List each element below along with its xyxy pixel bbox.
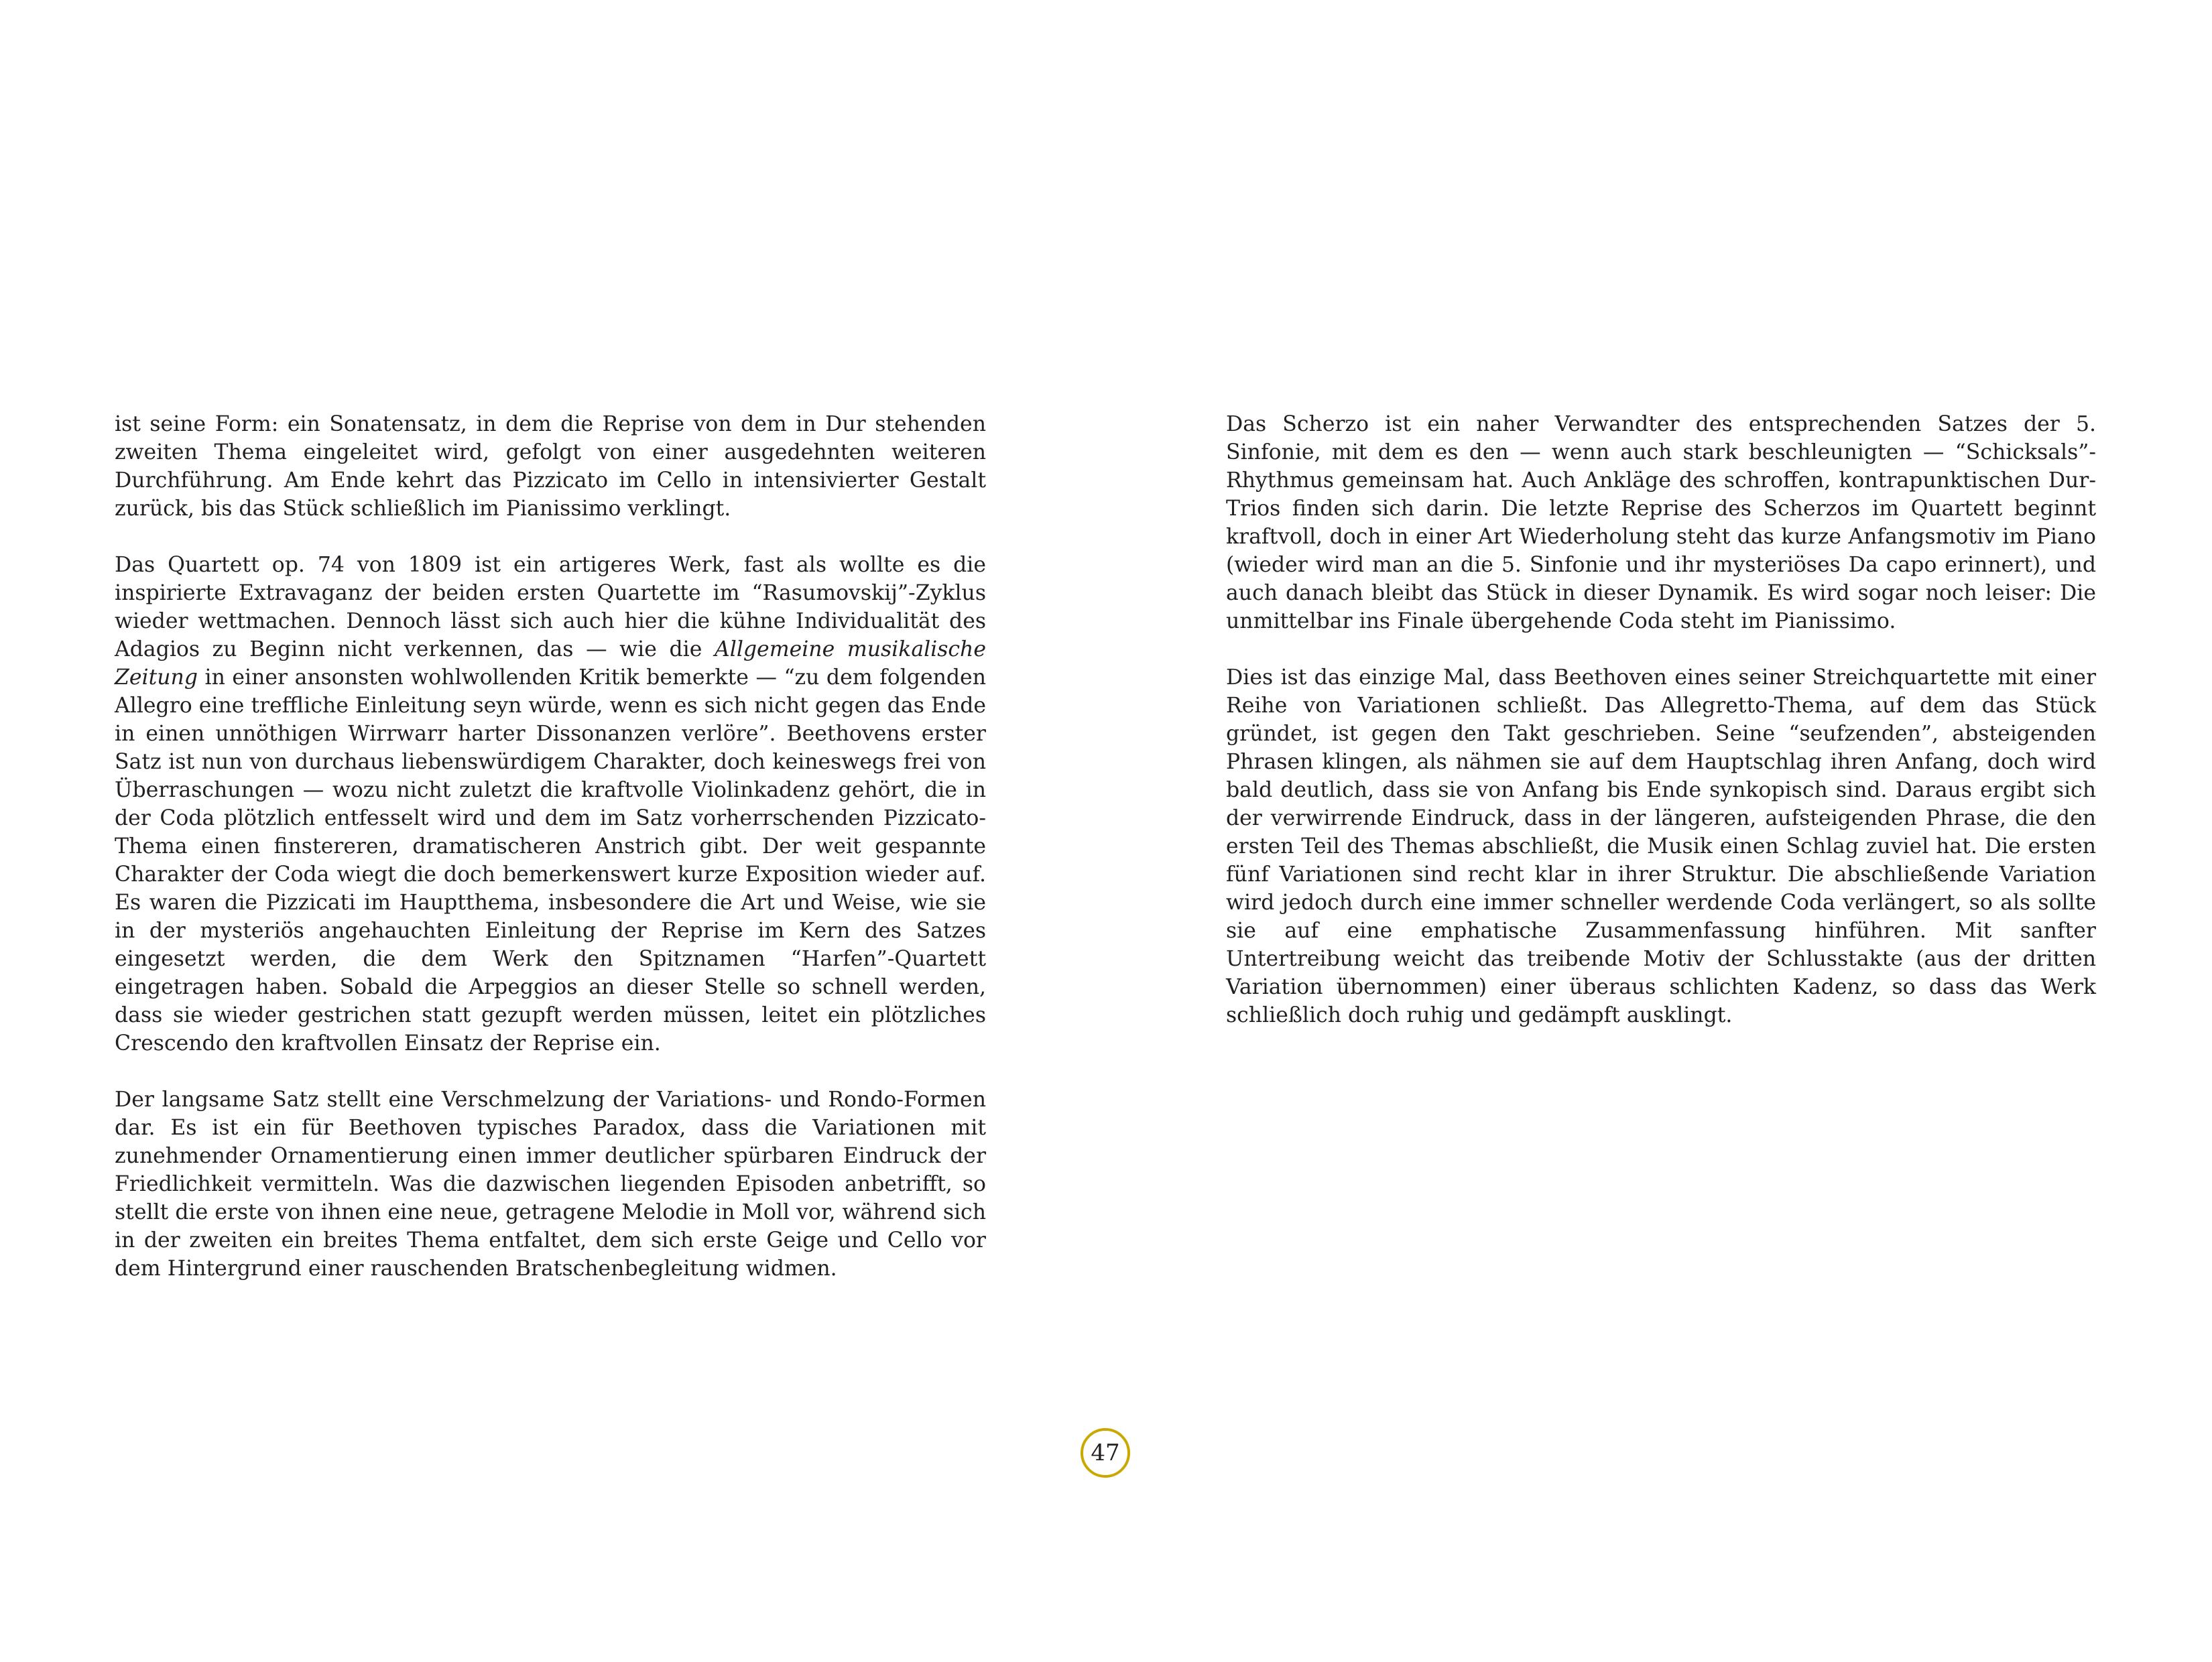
paragraph: Dies ist das einzige Mal, dass Beethoven eines seiner Streichquartette mit einer Reihe von Variationen schließt. Das Allegretto-Thema, auf dem das Stück gründet, ist gegen den Takt geschrieben. Seine “seufzenden”, absteigenden Phrasen klingen, als nähmen sie auf dem Hauptschlag ihren Anfang, doch wird bald deutlich, dass sie von Anfang bis Ende synkopisch sind. Daraus ergibt sich der verwirrende Eindruck, dass in der längeren, aufsteigenden Phrase, die den ersten Teil des Themas abschließt, die Musik einen Schlag zuviel hat. Die ersten fünf Variationen sind recht klar in ihrer Struktur. Die abschließende Variation wird jedoch durch eine immer schneller werdende Coda verlängert, so als sollte sie auf eine emphatische Zusammenfassung hinführen. Mit sanfter Untertreibung weicht das treibende Motiv der Schlusstakte (aus der dritten Variation übernommen) einer überaus schlichten Kadenz, so dass das Werk schließlich doch ruhig und gedämpft ausklingt. — [1226, 665, 2096, 1027]
right-text-column — [1226, 410, 2096, 1029]
paragraph: Das Scherzo ist ein naher Verwandter des entsprechenden Satzes der 5. Sinfonie, mit dem es den — wenn auch stark beschleunigten — “Schicksals”-Rhythmus gemeinsam hat. Auch Ankläge des schroffen, kontrapunktischen Dur-Trios finden sich darin. Die letzte Reprise des Scherzos im Quartett beginnt kraftvoll, doch in einer Art Wiederholung steht das kurze Anfangsmotiv im Piano (wieder wird man an die 5. Sinfonie und ihr mysteriöses Da capo erinnert), und auch danach bleibt das Stück in dieser Dynamik. Es wird sogar noch leiser: Die unmittelbar ins Finale übergehende Coda steht im Pianissimo. — [1226, 412, 2096, 633]
paragraph-text: in einer ansonsten wohlwollenden Kritik bemerkte — “zu dem folgenden Allegro eine treffliche Einleitung seyn würde, wenn es sich nicht gegen das Ende in einen unnöthigen Wirrwarr harter Dissonanzen verlöre”. Beethovens erster Satz ist nun von durchaus liebenswürdigem Charakter, doch keineswegs frei von Überraschungen — wozu nicht zuletzt die kraftvolle Violinkadenz gehört, die in der Coda plötzlich entfesselt wird und dem im Satz vorherrschenden Pizzicato-Thema einen finstereren, dramatischeren Anstrich gibt. Der weit gespannte Charakter der Coda wiegt die doch bemerkenswert kurze Exposition wieder auf. Es waren die Pizzicati im Hauptthema, insbesondere die Art und Weise, wie sie in der mysteriös angehauchten Einleitung der Reprise im Kern des Satzes eingesetzt werden, die dem Werk den Spitznamen “Harfen”-Quartett eingetragen haben. Sobald die Arpeggios an dieser Stelle so schnell werden, dass sie wieder gestrichen statt gezupft werden müssen, leitet ein plötzliches Crescendo den kraftvollen Einsatz der Reprise ein. — [115, 665, 986, 1056]
paragraph: ist seine Form: ein Sonatensatz, in dem die Reprise von dem in Dur stehenden zweiten Thema eingeleitet wird, gefolgt von einer ausgedehnten weiteren Durchführung. Am Ende kehrt das Pizzicato im Cello in intensivierter Gestalt zurück, bis das Stück schließlich im Pianissimo verklingt. — [115, 412, 986, 521]
publication-title: Allgemeine musikalische Zeitung — [115, 637, 986, 690]
paragraph: Der langsame Satz stellt eine Verschmelzung der Variations- und Rondo-Formen dar. Es ist ein für Beethoven typisches Paradox, dass die Variationen mit zunehmender Ornamentierung einen immer deutlicher spürbaren Eindruck der Friedlichkeit vermitteln. Was die dazwischen liegenden Episoden anbetrifft, so stellt die erste von ihnen eine neue, getragene Melodie in Moll vor, während sich in der zweiten ein breites Thema entfaltet, dem sich erste Geige und Cello vor dem Hintergrund einer rauschenden Bratschenbegleitung widmen. — [115, 1088, 986, 1281]
page-number: 47 — [1081, 1428, 1130, 1478]
paragraph — [115, 551, 986, 1058]
paragraph-text: Das Quartett op. 74 von 1809 ist ein artigeres Werk, fast als wollte es die inspirierte Extravaganz der beiden ersten Quartette im “Rasumovskij”-Zyklus wieder wettmachen. Dennoch lässt sich auch hier die kühne Individualität des Adagios zu Beginn nicht verkennen, das — wie die — [115, 553, 986, 661]
left-text-column — [115, 410, 986, 1283]
